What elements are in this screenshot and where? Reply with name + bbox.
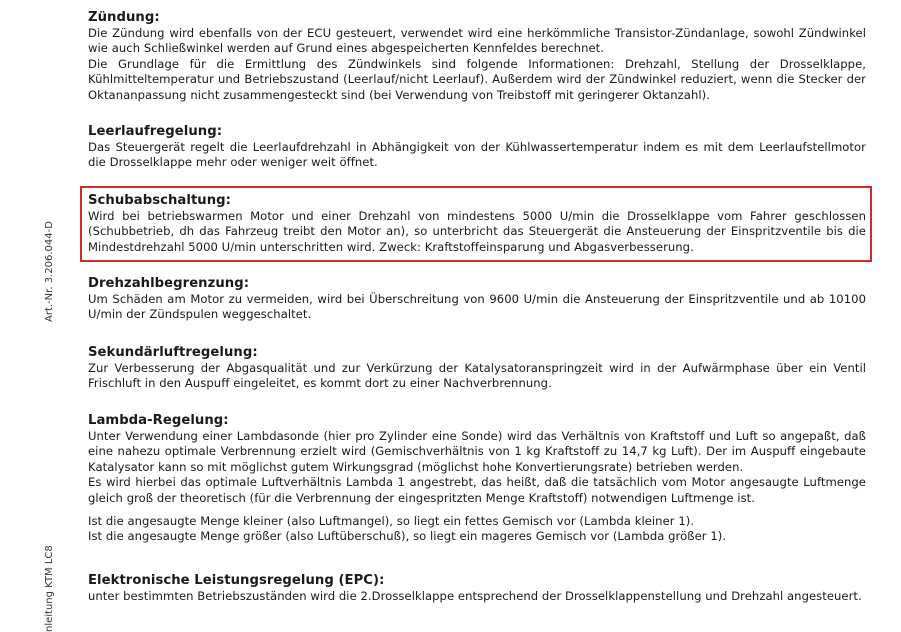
paragraph: Das Steuergerät regelt die Leerlaufdrehzahl in Abhängigkeit von der Kühlwassertemperatur indem es mit dem Leerlaufstellmotor die Drosselklappe mehr oder weniger weit öffnet. — [88, 140, 866, 170]
section-title: Drehzahlbegrenzung: — [88, 276, 250, 291]
paragraph: Wird bei betriebswarmen Motor und einer Drehzahl von mindestens 5000 U/min die Drosselklappe vom Fahrer geschlossen (Schubbetrieb, dh das Fahrzeug treibt den Motor an), so unterbricht das Steuergerät die Ansteuerung der Einspritzventile bis die Mindestdrehzahl 5000 U/min unterschritten wird. Zweck: Kraftstoffeinsparung und Abgasverbesserung. — [88, 209, 866, 254]
section-title: Schubabschaltung: — [88, 193, 231, 208]
section-leerlauf — [88, 124, 866, 171]
paragraph: Die Zündung wird ebenfalls von der ECU gesteuert, verwendet wird eine herkömmliche Transistor-Zündanlage, sowohl Zündwinkel wie auch Schließwinkel werden auf Grund eines abgespeicherten Kennfeldes berechnet. — [88, 26, 866, 56]
section-title: Zündung: — [88, 10, 160, 25]
section-zuendung — [88, 10, 866, 103]
section-sekundaerluft — [88, 345, 866, 392]
section-title: Leerlaufregelung: — [88, 124, 223, 139]
section-title: Elektronische Leistungsregelung (EPC): — [88, 573, 385, 588]
paragraph: Zur Verbesserung der Abgasqualität und zur Verkürzung der Katalysatoranspringzeit wird in der Aufwärmphase über ein Ventil Frischluft in den Auspuff eingeleitet, es kommt dort zu einer Nachverbrennung. — [88, 361, 866, 391]
paragraph: Die Grundlage für die Ermittlung des Zündwinkels sind folgende Informationen: Drehzahl, Stellung der Drosselklappe, Kühlmitteltemperatur und Betriebszustand (Leerlauf/nicht Leerlauf). Außerdem wird der Zündwinkel reduziert, wenn die Stecker der Oktananpassung nicht zusammengesteckt sind (bei Verwendung von Treibstoff mit geringerer Oktanzahl). — [88, 56, 866, 102]
paragraph: Um Schäden am Motor zu vermeiden, wird bei Überschreitung von 9600 U/min die Ansteuerung der Einspritzventile und ab 10100 U/min der Zündspulen weggeschaltet. — [88, 292, 866, 322]
section-lambda — [88, 413, 866, 545]
manual-label: nleitung KTM LC8 — [44, 545, 55, 632]
side-margin — [0, 0, 55, 632]
paragraph: Ist die angesaugte Menge größer (also Luftüberschuß), so liegt ein mageres Gemisch vor (Lambda größer 1). — [88, 529, 727, 544]
section-title: Lambda-Regelung: — [88, 413, 229, 428]
section-epc — [88, 573, 866, 604]
paragraph: Ist die angesaugte Menge kleiner (also Luftmangel), so liegt ein fettes Gemisch vor (Lambda kleiner 1). — [88, 514, 695, 529]
paragraph: unter bestimmten Betriebszuständen wird die 2.Drosselklappe entsprechend der Drosselklappenstellung und Drehzahl angesteuert. — [88, 589, 862, 603]
article-number-label: Art.-Nr. 3.206.044-D — [44, 221, 55, 322]
section-title: Sekundärluftregelung: — [88, 345, 258, 360]
paragraph: Es wird hierbei das optimale Luftverhältnis Lambda 1 angestrebt, das heißt, daß die tatsächlich vom Motor angesaugte Luftmenge gleich groß der theoretisch (für die Verbrennung der eingespritzten Menge Kraftstoff) notwendigen Luftmenge ist. — [88, 475, 866, 505]
section-schubabschaltung — [88, 193, 866, 255]
section-drehzahlbegrenzung — [88, 276, 866, 323]
paragraph: Unter Verwendung einer Lambdasonde (hier pro Zylinder eine Sonde) wird das Verhältnis von Kraftstoff und Luft so angepaßt, daß eine nahezu optimale Verbrennung erzielt wird (Gemischverhältnis von 1 kg Kraftstoff zu 14,7 kg Luft). Der im Auspuff eingebaute Katalysator kann so mit möglichst gutem Wirkungsgrad (möglichst hohe Konvertierungsrate) betrieben werden. — [88, 429, 866, 474]
